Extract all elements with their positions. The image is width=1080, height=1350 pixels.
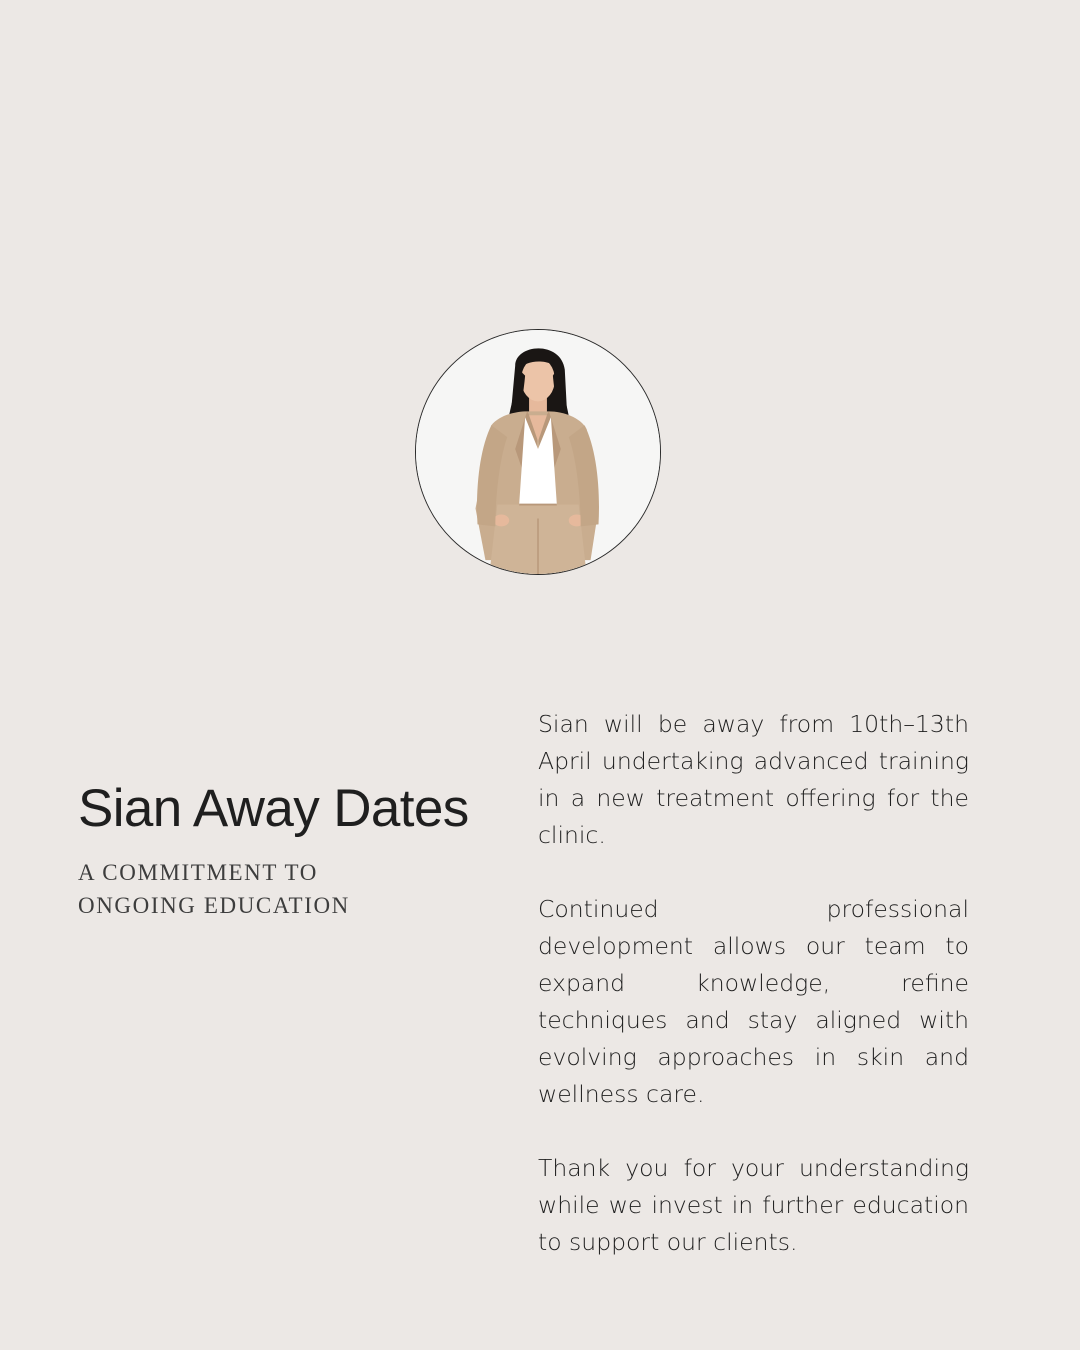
announcement-body: [538, 706, 969, 1261]
page-subtitle: A COMMITMENT TO ONGOING EDUCATION: [78, 860, 350, 918]
body-paragraph-2: Continued professional development allows our team to expand knowledge, refine techniques and stay aligned with evolving approaches in skin and wellness care.: [538, 895, 969, 1108]
portrait-photo: [415, 329, 661, 575]
body-paragraph-1: Sian will be away from 10th–13th April undertaking advanced training in a new treatment offering for the clinic.: [538, 710, 969, 849]
body-paragraph-3: Thank you for your understanding while we invest in further education to support our clients.: [538, 1154, 969, 1256]
heading-block: [78, 776, 498, 922]
portrait-illustration: [416, 330, 660, 574]
page-title: Sian Away Dates: [78, 779, 469, 838]
